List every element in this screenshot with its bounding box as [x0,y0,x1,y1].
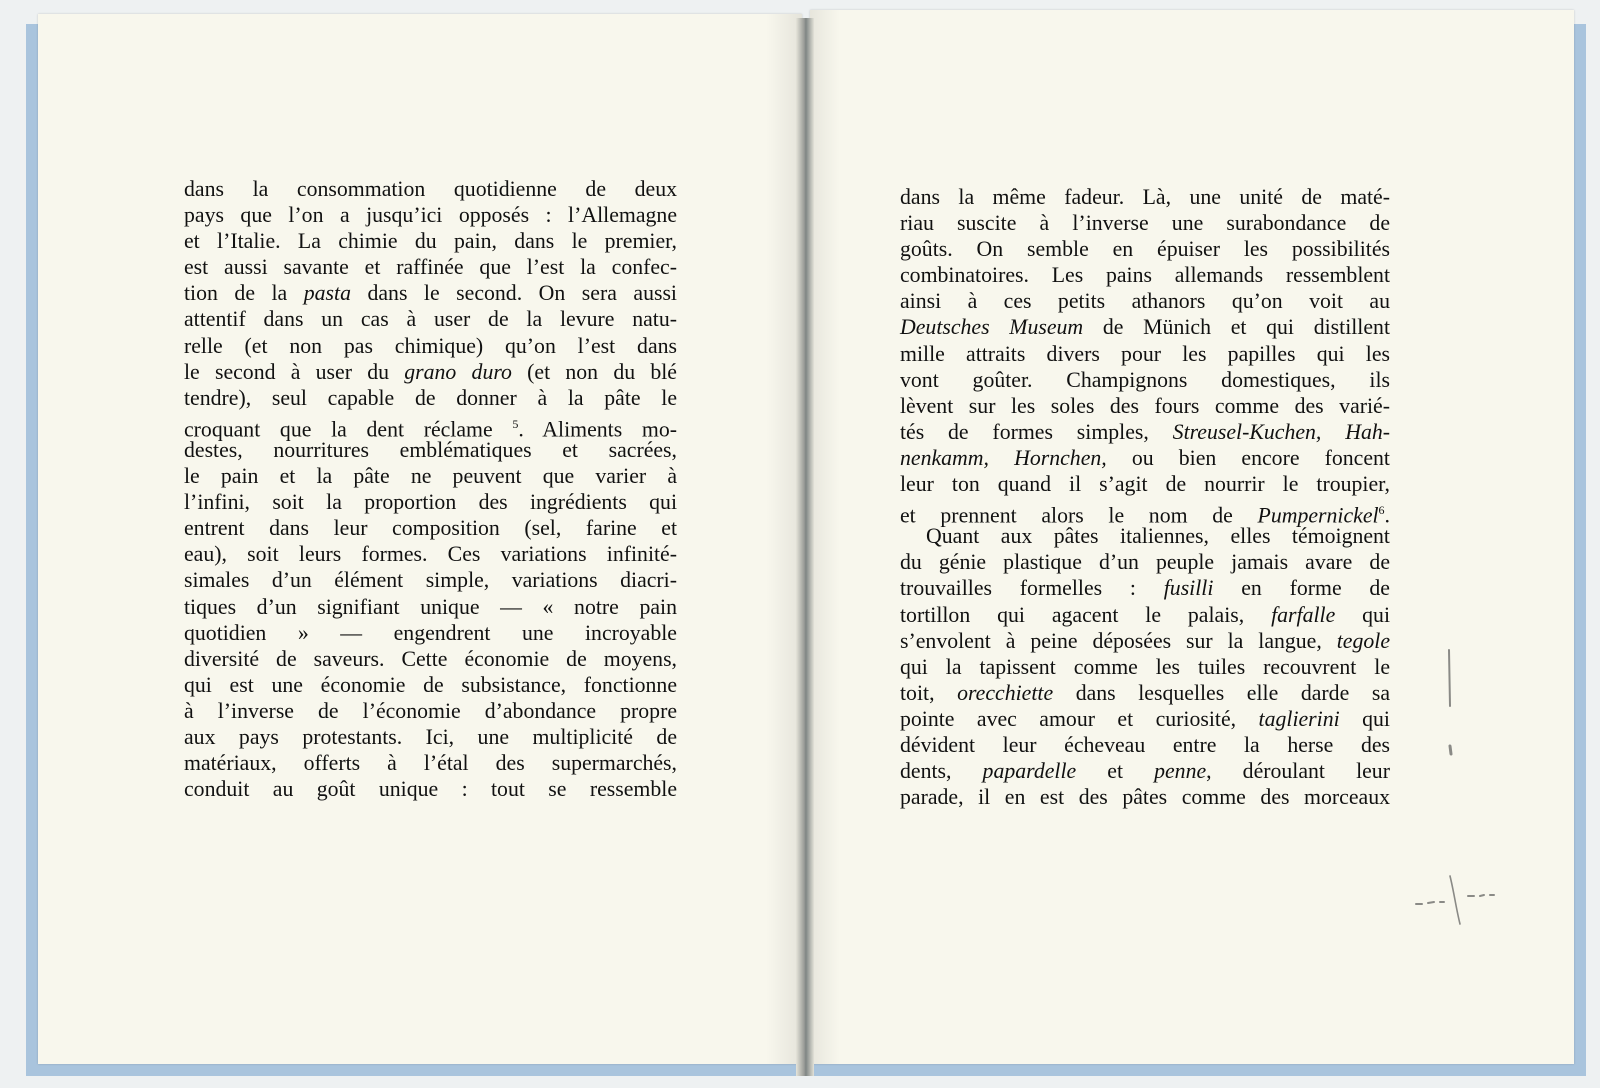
text-line: relle (et non pas chimique) qu’on l’est dans [184,333,677,358]
italic-term: fusilli [1163,576,1214,601]
left-page-text [184,176,677,802]
text-line: quotidien » — engendrent une incroyable [184,620,677,645]
pencil-scribble-mark [1414,872,1524,932]
italic-term: farfalle [1271,602,1336,627]
italic-term: taglierini [1258,706,1340,731]
text-line: Deutsches Museum de Münich et qui distillent [900,315,1390,340]
book-gutter [796,18,814,1076]
text-line: matériaux, offerts à l’étal des supermarchés, [184,751,677,776]
text-line: s’envolent à peine déposées sur la langue, tegole [900,628,1390,653]
footnote-marker: 6 [1378,503,1385,518]
text-line: tés de formes simples, Streusel-Kuchen, Hah- [900,419,1390,444]
text-line: dents, papardelle et penne, déroulant leur [900,759,1390,784]
text-line: croquant que la dent réclame $^5$. Aliments mo- [184,416,677,442]
right-page [810,10,1574,1064]
text-line: riau suscite à l’inverse une surabondance de [900,211,1390,236]
text-line: qui la tapissent comme les tuiles recouvrent le [900,654,1390,679]
text-line: simales d’un élément simple, variations diacri- [184,568,677,593]
text-line: tiques d’un signifiant unique — « notre pain [184,594,677,619]
text-line: est aussi savante et raffinée que l’est la confec- [184,255,677,280]
italic-term: nenkamm, Hornchen, [900,445,1107,470]
text-line: entrent dans leur composition (sel, farine et [184,516,677,541]
text-line: toit, orecchiette dans lesquelles elle darde sa [900,680,1390,705]
italic-term: tegole [1336,628,1390,653]
text-line: leur ton quand il s’agit de nourrir le troupier, [900,472,1390,497]
text-line: goûts. On semble en épuiser les possibilités [900,237,1390,262]
italic-term: Pumpernickel [1257,503,1379,528]
text-line: nenkamm, Hornchen, ou bien encore foncent [900,445,1390,470]
text-line: pointe avec amour et curiosité, taglierini qui [900,706,1390,731]
text-line: combinatoires. Les pains allemands ressemblent [900,263,1390,288]
text-line: conduit au goût unique : tout se ressemble [184,777,677,802]
text-line: parade, il en est des pâtes comme des morceaux [900,785,1390,810]
text-line: Quant aux pâtes italiennes, elles témoignent [926,524,1390,549]
text-line: l’infini, soit la proportion des ingrédients qui [184,490,677,515]
text-line: le pain et la pâte ne peuvent que varier à [184,464,677,489]
italic-term: grano duro [404,359,512,384]
text-line: le second à user du grano duro (et non du blé [184,359,677,384]
italic-term: penne [1154,759,1207,784]
text-line: et l’Italie. La chimie du pain, dans le premier, [184,229,677,254]
text-line: et prennent alors le nom de Pumpernickel$^6$. [900,503,1390,528]
text-line: dans la même fadeur. Là, une unité de maté- [900,185,1390,209]
italic-term: Deutsches Museum [900,315,1084,340]
italic-term: Streusel-Kuchen, Hah- [1172,419,1390,444]
text-line: diversité de saveurs. Cette économie de moyens, [184,646,677,671]
text-line: attentif dans un cas à user de la levure natu- [184,307,677,332]
footnote-marker: 5 [512,416,519,431]
text-line: lèvent sur les soles des fours comme des varié- [900,393,1390,418]
text-line: dans la consommation quotidienne de deux [184,177,677,201]
right-page-text [900,184,1390,810]
italic-term: orecchiette [957,680,1054,705]
show-through-text [184,792,677,818]
text-line: pays que l’on a jusqu’ici opposés : l’Allemagne [184,203,677,228]
text-line: du génie plastique d’un peuple jamais avare de [900,550,1390,575]
pencil-margin-mark [1440,646,1460,766]
text-line: qui est une économie de subsistance, fonctionne [184,672,677,697]
italic-term: papardelle [982,759,1077,784]
text-line: dévident leur écheveau entre la herse des [900,732,1390,757]
text-line: tendre), seul capable de donner à la pâte le [184,385,677,410]
left-page [38,14,802,1064]
text-line: aux pays protestants. Ici, une multiplicité de [184,724,677,749]
italic-term: pasta [303,281,351,306]
text-line: vont goûter. Champignons domestiques, ils [900,367,1390,392]
text-line: mille attraits divers pour les papilles qui les [900,341,1390,366]
text-line: eau), soit leurs formes. Ces variations infinité- [184,542,677,567]
text-line: tion de la pasta dans le second. On sera aussi [184,281,677,306]
text-line: à l’inverse de l’économie d’abondance propre [184,698,677,723]
text-line: ainsi à ces petits athanors qu’on voit au [900,289,1390,314]
text-line: destes, nourritures emblématiques et sacrées, [184,437,677,462]
text-line: trouvailles formelles : fusilli en forme de [900,576,1390,601]
text-line: tortillon qui agacent le palais, farfalle qui [900,602,1390,627]
